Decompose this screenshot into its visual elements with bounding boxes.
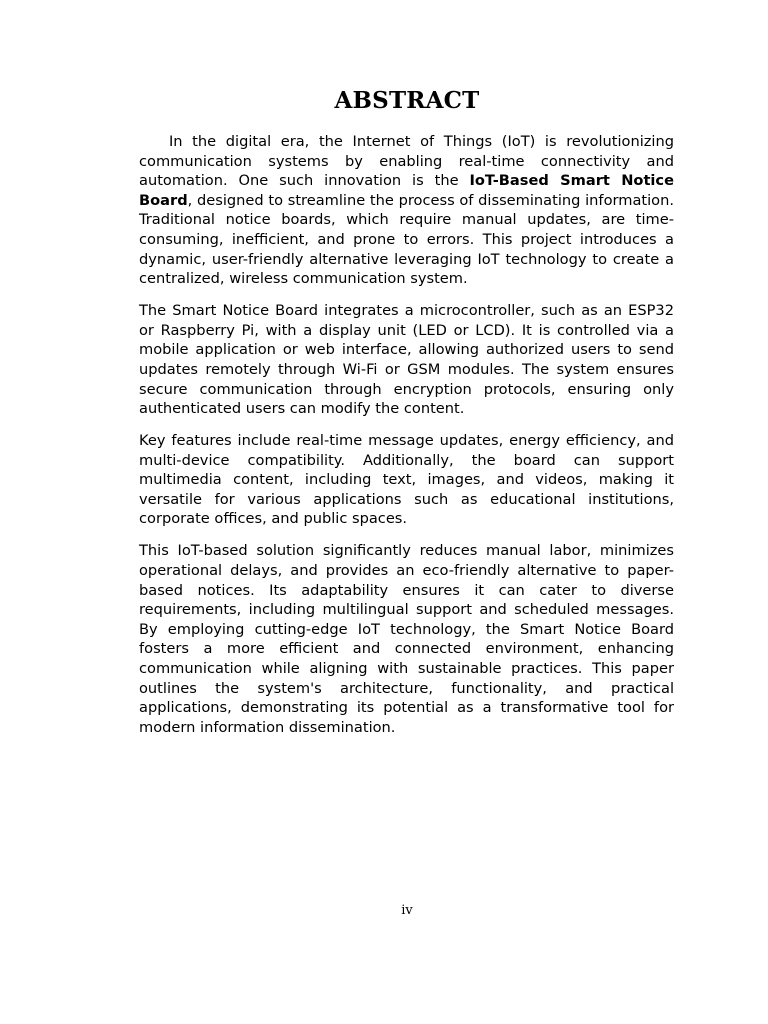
paragraph-1-lead-text: In the digital era, the Internet of Things (IoT) is revolutionizing communication systems by enabling real-time connectivity and automation. One such innovation is the [139,133,674,190]
abstract-body [139,132,674,750]
abstract-paragraph-3: Key features include real-time message updates, energy efficiency, and multi-device compatibility. Additionally, the board can support multimedia content, including text, images, and videos, making it versatile for various applications such as educational institutions, corporate offices, and public spaces. [139,432,674,528]
page-title: ABSTRACT [334,87,480,114]
abstract-paragraph-2: The Smart Notice Board integrates a microcontroller, such as an ESP32 or Raspberry Pi, with a display unit (LED or LCD). It is controlled via a mobile application or web interface, allowing authorized users to send updates remotely through Wi-Fi or GSM modules. The system ensures secure communication through encryption protocols, ensuring only authenticated users can modify the content. [139,302,674,418]
paragraph-1-trailing-text: , designed to streamline the process of disseminating information. Traditional notice boards, which require manual updates, are time-consuming, inefficient, and prone to errors. This project introduces a dynamic, user-friendly alternative leveraging IoT technology to create a centralized, wireless communication system. [139,191,674,288]
page-number: iv [401,903,413,918]
abstract-paragraph-1 [139,132,674,289]
abstract-paragraph-4: This IoT-based solution significantly reduces manual labor, minimizes operational delays, and provides an eco-friendly alternative to paper-based notices. Its adaptability ensures it can cater to diverse requirements, including multilingual support and scheduled messages. By employing cutting-edge IoT technology, the Smart Notice Board fosters a more efficient and connected environment, enhancing communication while aligning with sustainable practices. This paper outlines the system's architecture, functionality, and practical applications, demonstrating its potential as a transformative tool for modern information dissemination. [139,542,674,736]
paragraph-1-bold-term: IoT-Based Smart Notice Board [139,172,674,209]
